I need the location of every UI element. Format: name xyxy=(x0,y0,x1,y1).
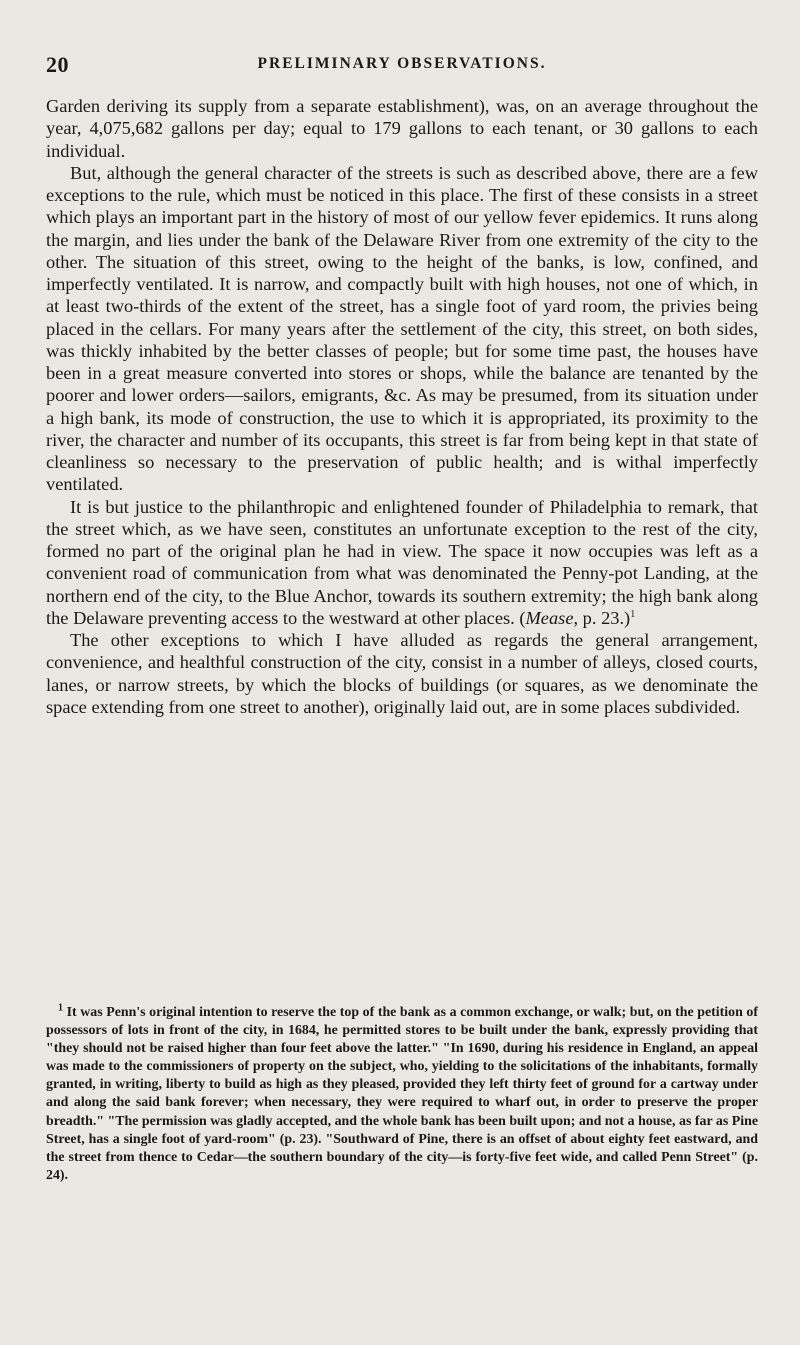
paragraph-penn-plan xyxy=(46,496,758,630)
page-number: 20 xyxy=(46,52,69,77)
running-title: PRELIMINARY OBSERVATIONS. xyxy=(257,55,547,72)
running-head xyxy=(46,52,758,82)
paragraph-text: It is but justice to the philanthropic and enlightened founder of Philadelphia to remark, that the street which, as we have seen, constitutes an unfortunate exception to the rest of the city, formed no part of the original plan he had in view. The space it now occupies was left as a convenient road of communication from what was denominated the Penny-pot Landing, at the northern end of the city, to the Blue Anchor, towards its southern extremity; the high bank along the Delaware preventing access to the westward at other places. ( xyxy=(46,496,758,628)
footnote xyxy=(46,1004,758,1185)
footnote-mark: 1 xyxy=(58,1002,63,1014)
footnotes xyxy=(46,1004,758,1185)
main-text xyxy=(46,95,758,718)
footnote-text: It was Penn's original intention to reserve the top of the bank as a common exchange, or walk; but, on the petition of possessors of lots in front of the city, in 1684, he permitted stores to be built under the bank, expressly providing that "they should not be raised higher than four feet above the latter." "In 1690, during his residence in England, an appeal was made to the commissioners of property on the subject, who, yielding to the solicitations of the inhabitants, formally granted, in writing, liberty to build as high as they pleased, provided they left thirty feet of ground for a cartway under and along the said bank forever; when necessary, they were required to wharf out, in order to preserve the proper breadth." "The permission was gladly accepted, and the whole bank has been built upon; and not a house, as far as Pine Street, has a single foot of yard-room" (p. 23). "Southward of Pine, there is an offset of about eighty feet eastward, and the street from thence to Cedar—the southern boundary of the city—is forty-five feet wide, and called Penn Street" (p. 24). xyxy=(46,1005,758,1183)
citation-author: Mease xyxy=(525,607,574,628)
paragraph-delaware-street: But, although the general character of the streets is such as described above, there are a few exceptions to the rule, which must be noticed in this place. The first of these consists in a street which plays an important part in the history of most of our yellow fever epidemics. It runs along the margin, and lies under the bank of the Delaware River from one extremity of the city to the other. The situation of this street, owing to the height of the banks, is low, confined, and imperfectly ventilated. It is narrow, and compactly built with high houses, not one of which, in at least two-thirds of the extent of the street, has a single foot of yard room, the privies being placed in the cellars. For many years after the settlement of the city, this street, on both sides, was thickly inhabited by the better classes of people; but for some time past, the houses have been in a great measure converted into stores or shops, while the balance are tenanted by the poorer and lower orders—sailors, emigrants, &c. As may be presumed, from its situation under a high bank, its mode of construction, the use to which it is appropriated, its proximity to the river, the character and number of its occupants, this street is far from being kept in that state of cleanliness so necessary to the preservation of public health; and is withal imperfectly ventilated. xyxy=(46,162,758,495)
paragraph-alleys: The other exceptions to which I have alluded as regards the general arrangement, convenience, and healthful construction of the city, consist in a number of alleys, closed courts, lanes, or narrow streets, by which the blocks of buildings (or squares, as we denominate the space extending from one street to another), originally laid out, are in some places subdivided. xyxy=(46,630,758,717)
paragraph-continued: Garden deriving its supply from a separate establishment), was, on an average throughout the year, 4,075,682 gallons per day; equal to 179 gallons to each tenant, or 30 gallons to each individual. xyxy=(46,96,758,161)
footnote-reference[interactable]: 1 xyxy=(630,608,636,620)
citation-page: , p. 23.) xyxy=(573,607,631,628)
